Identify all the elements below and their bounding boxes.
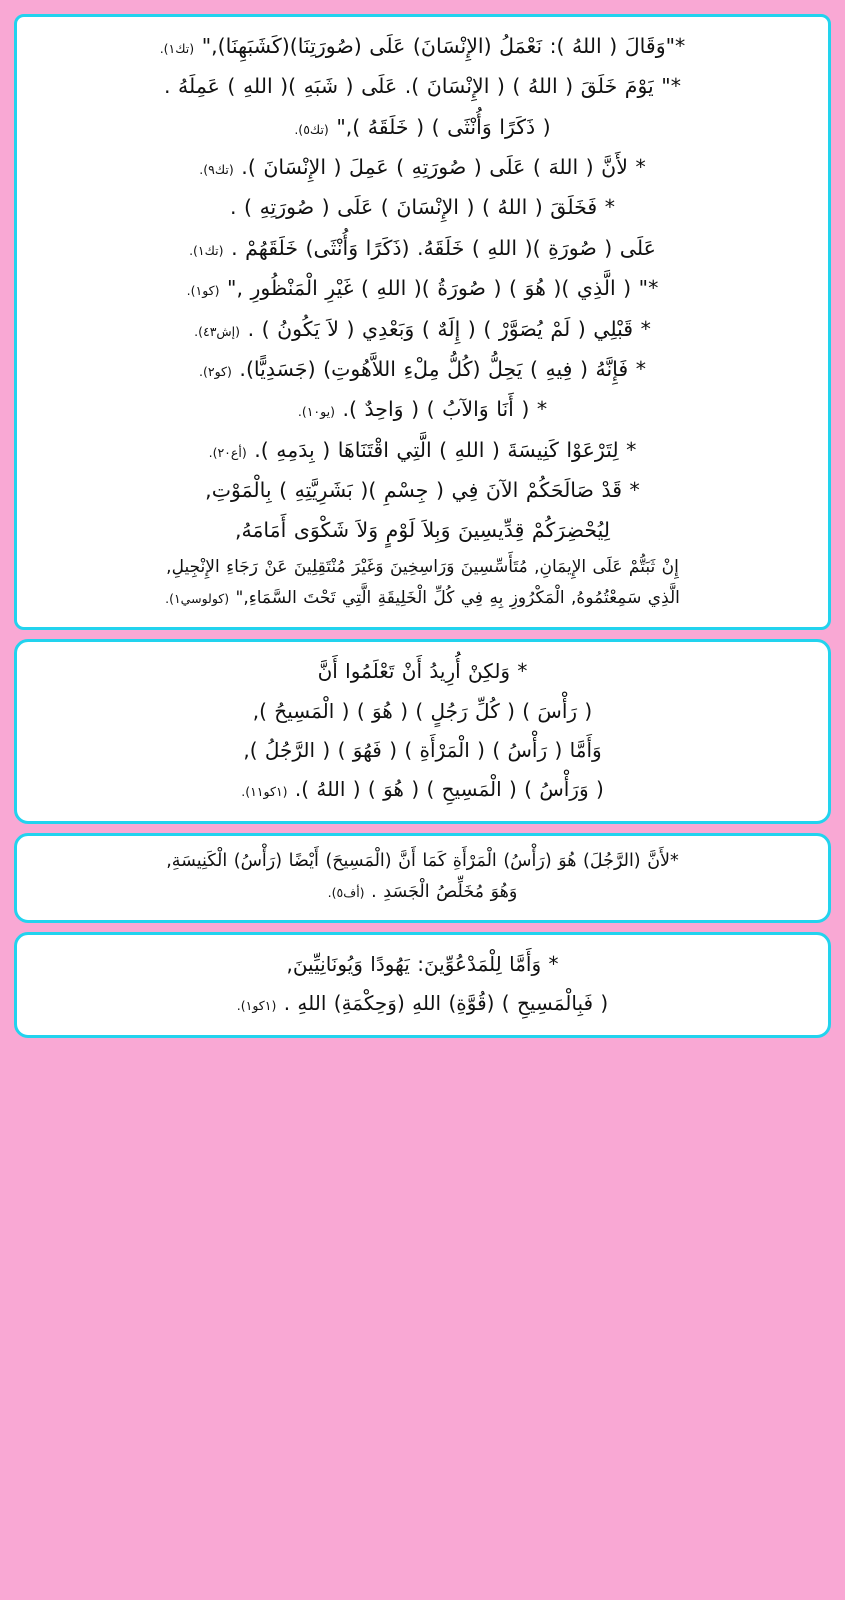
scripture-line (33, 552, 812, 582)
verse-text: ( ذَكَرًا وَأُنْثَى ) ( خَلَقَهُ )," (336, 114, 551, 139)
scripture-line (31, 770, 814, 808)
scripture-line (33, 67, 812, 106)
verse-text: * فَإِنَّهُ ( فِيهِ ) يَحِلُّ (كُلُّ مِلْءِ اللاَّهُوتِ) (جَسَدِيًّا). (239, 356, 646, 381)
scripture-line (33, 471, 812, 510)
verse-text: ( وَرَأْسُ ) ( الْمَسِيحِ ) ( هُوَ ) ( اللهُ ). (294, 777, 604, 802)
verse-text: * لِتَرْعَوْا كَنِيسَةَ ( اللهِ ) الَّتِي اقْتَنَاهَا ( بِدَمِهِ ). (254, 437, 637, 462)
verse-text: * وَأَمَّا لِلْمَدْعُوِّينَ: يَهُودًا وَيُونَانِيِّينَ, (286, 951, 559, 976)
verse-reference: (تك١). (159, 41, 195, 56)
scripture-line (33, 310, 812, 349)
verse-reference: (كو٢). (199, 363, 232, 379)
verse-text: وَأَمَّا ( رَأْسُ ) ( الْمَرْأَةِ ) ( فَهُوَ ) ( الرَّجُلُ ), (243, 737, 602, 762)
scripture-line (33, 27, 812, 66)
scripture-line (31, 877, 814, 908)
verse-text: عَلَى ( صُورَةِ )( اللهِ ) خَلَقَهُ. (ذَكَرًا وَأُنْثَى) خَلَقَهُمْ . (231, 235, 656, 260)
verse-text: إِنْ ثَبَتُّمْ عَلَى الإِيمَانِ, مُتَأَسِّسِينَ وَرَاسِخِينَ وَغَيْرَ مُنْتَقِلِينَ عَنْ رَجَاءِ الإِنْجِيلِ, (166, 556, 679, 577)
scripture-line (31, 652, 814, 690)
scripture-panel-corinthians (14, 932, 831, 1038)
verse-text: وَهُوَ مُخَلِّصُ الْجَسَدِ . (371, 882, 518, 903)
scripture-line (33, 583, 812, 613)
verse-text: * لأَنَّ ( اللهَ ) عَلَى ( صُورَتِهِ ) عَمِلَ ( الإِنْسَانَ ). (241, 155, 646, 180)
scripture-line (31, 731, 814, 769)
scripture-line (31, 692, 814, 730)
verse-reference: (يو١٠). (297, 404, 335, 420)
verse-reference: (١كو١). (236, 998, 277, 1014)
scripture-line (33, 229, 812, 268)
verse-text: * ( أَنَا وَالآبُ ) ( وَاحِدٌ ). (342, 397, 548, 422)
verse-text: * قَبْلِي ( لَمْ يُصَوَّرْ ) ( إِلَهٌ ) وَبَعْدِي ( لاَ يَكُونُ ) . (247, 316, 651, 341)
scripture-panel-main (14, 14, 831, 630)
verse-reference: (إش٤٣). (194, 323, 241, 339)
verse-reference: (١كو١١). (241, 784, 288, 800)
scripture-line (33, 431, 812, 470)
verse-text: *" يَوْمَ خَلَقَ ( اللهُ ) ( الإِنْسَانَ ). عَلَى ( شَبَهِ )( اللهِ ) عَمِلَهُ . (164, 74, 681, 99)
verse-reference: (تك٥). (294, 121, 329, 137)
verse-reference: (تك٩). (199, 162, 234, 178)
scripture-line (33, 148, 812, 187)
verse-reference: (تك١). (189, 242, 224, 258)
scripture-panel-headship (14, 639, 831, 824)
scripture-line (31, 984, 814, 1022)
scripture-line (33, 350, 812, 389)
verse-text: *"وَقَالَ ( اللهُ ): نَعْمَلُ (الإِنْسَانَ) عَلَى (صُورَتِنَا)(كَشَبَهِنَا)," (201, 34, 686, 58)
verse-text: * وَلكِنْ أُرِيدُ أَنْ تَعْلَمُوا أَنَّ (317, 659, 528, 684)
scripture-line (33, 511, 812, 550)
verse-text: *" ( الَّذِي )( هُوَ ) ( صُورَةُ )( اللهِ ) غَيْرِ الْمَنْظُورِ ," (227, 276, 659, 301)
verse-text: لِيُحْضِرَكُمْ قِدِّيسِينَ وَبِلاَ لَوْمٍ وَلاَ شَكْوَى أَمَامَهُ, (234, 518, 611, 543)
scripture-panel-ephesians (14, 833, 831, 923)
verse-reference: (أف٥). (327, 885, 365, 901)
scripture-line (33, 390, 812, 429)
scripture-line (33, 269, 812, 308)
verse-reference: (كو١). (186, 283, 220, 299)
verse-text: * قَدْ صَالَحَكُمْ الآنَ فِي ( جِسْمِ )( بَشَرِيَّتِهِ ) بِالْمَوْتِ, (205, 477, 640, 502)
scripture-line (31, 945, 814, 983)
verse-text: الَّذِي سَمِعْتُمُوهُ, الْمَكْرُوزِ بِهِ فِي كُلِّ الْخَلِيقَةِ الَّتِي تَحْتَ السَّمَاءِ," (235, 587, 680, 608)
verse-reference: (كولوسي١). (165, 590, 230, 606)
scripture-line (33, 188, 812, 227)
verse-reference: (أع٢٠). (208, 444, 247, 460)
verse-text: ( فَبِالْمَسِيحِ ) (قُوَّةِ) اللهِ (وَحِكْمَةِ) اللهِ . (283, 991, 609, 1016)
verse-text: ( رَأْسَ ) ( كُلِّ رَجُلٍ ) ( هُوَ ) ( الْمَسِيحُ ), (252, 698, 593, 723)
verse-text: *لأَنَّ (الرَّجُلَ) هُوَ (رَأْسُ) الْمَرْأَةِ كَمَا أَنَّ (الْمَسِيحَ) أَيْضًا (رَأْسُ) الْكَنِيسَةِ, (166, 850, 679, 871)
scripture-line (33, 108, 812, 147)
verse-text: * فَخَلَقَ ( اللهُ ) ( الإِنْسَانَ ) عَلَى ( صُورَتِهِ ) . (230, 195, 615, 220)
scripture-line (31, 846, 814, 877)
